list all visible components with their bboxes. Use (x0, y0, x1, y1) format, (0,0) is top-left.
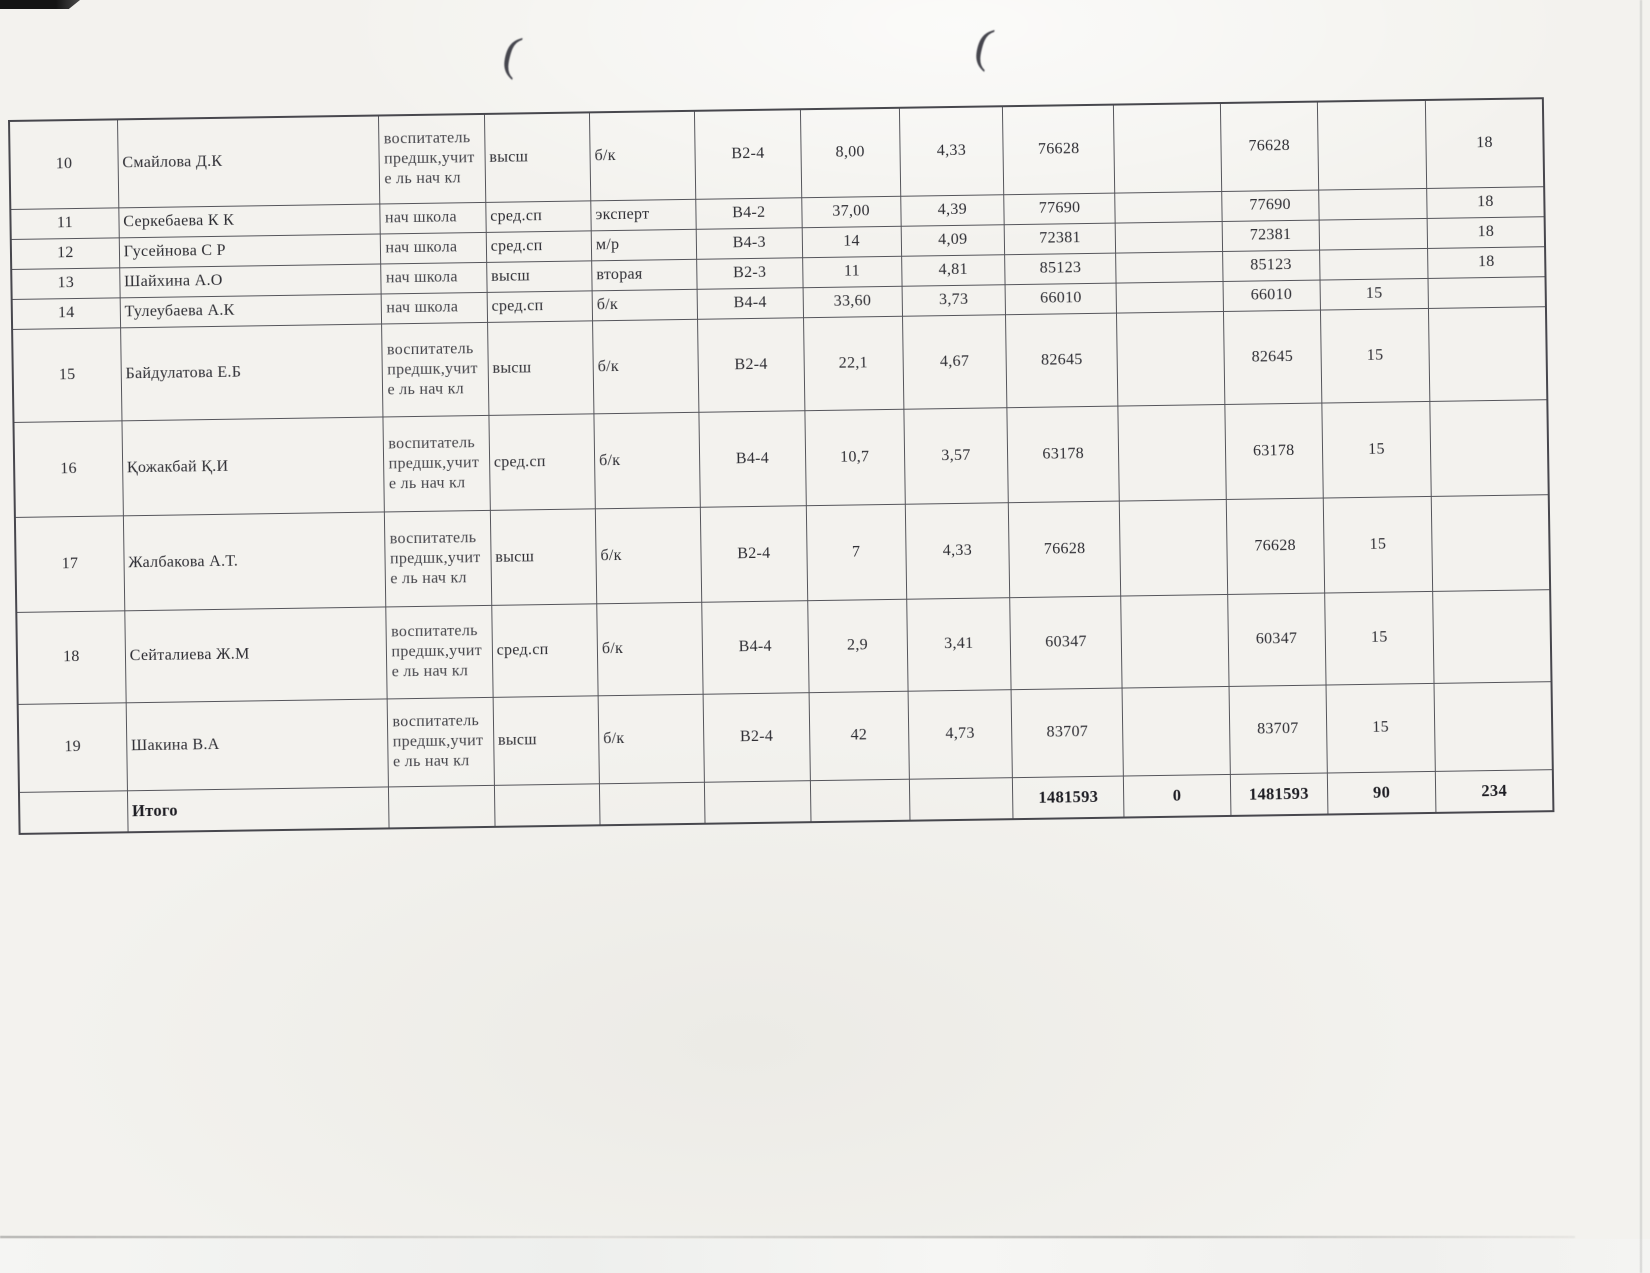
cell-salary_total: 82645 (1223, 310, 1322, 404)
cell-salary_total: 83707 (1229, 685, 1328, 774)
cell-num: 15 (12, 327, 122, 422)
cell-education (494, 783, 600, 827)
cell-education: высш (490, 508, 597, 605)
total-extra: 0 (1124, 774, 1231, 818)
cell-name: Смайлова Д.К (117, 115, 380, 207)
cell-hours_b (1434, 681, 1553, 771)
staff-salary-table (8, 97, 1554, 835)
cell-hours_b: 18 (1427, 186, 1545, 218)
cell-code: В2-4 (701, 505, 808, 602)
cell-name: Шайхина А.О (119, 263, 381, 297)
cell-category: м/р (591, 229, 697, 261)
cell-hours_a (1319, 188, 1428, 220)
cell-experience: 42 (809, 691, 910, 780)
cell-extra (1115, 221, 1222, 253)
cell-education: высш (493, 695, 600, 785)
cell-category: б/к (592, 289, 698, 321)
cell-coefficient (909, 777, 1013, 821)
cell-code: В4-3 (696, 227, 802, 259)
cell-code: В4-4 (702, 600, 809, 694)
cell-num: 17 (15, 515, 125, 612)
cell-code: В4-4 (697, 287, 803, 319)
cell-salary_total: 76628 (1220, 102, 1319, 191)
cell-num: 18 (16, 610, 126, 704)
cell-name: Қожакбай Қ.И (122, 416, 385, 515)
cell-salary_total: 60347 (1227, 593, 1326, 686)
cell-salary_total: 76628 (1226, 498, 1325, 594)
cell-coefficient: 4,33 (905, 502, 1010, 599)
pen-mark-left: ( (497, 25, 527, 82)
cell-position: нач школа (382, 292, 488, 324)
cell-category (599, 782, 705, 826)
cell-name: Жалбакова А.Т. (123, 511, 386, 610)
cell-code: В2-4 (703, 692, 810, 782)
cell-coefficient: 4,33 (899, 106, 1004, 196)
cell-salary: 77690 (1004, 193, 1116, 225)
cell-position: воспитатель предшк,учите ль нач кл (388, 697, 495, 787)
cell-extra (1122, 686, 1230, 776)
cell-position: воспитатель предшк,учите ль нач кл (382, 322, 489, 417)
cell-hours_b (1429, 306, 1548, 401)
cell-hours_b: 18 (1427, 216, 1545, 248)
cell-experience: 10,7 (804, 409, 905, 505)
cell-extra (1118, 404, 1226, 501)
cell-salary_total: 63178 (1224, 403, 1323, 499)
cell-hours_a: 15 (1320, 308, 1430, 403)
cell-hours_a (1319, 248, 1428, 280)
cell-extra (1116, 251, 1223, 283)
cell-category: б/к (589, 111, 696, 201)
cell-position: воспитатель предшк,учите ль нач кл (379, 114, 486, 204)
cell-hours_a (1319, 218, 1428, 250)
cell-experience: 8,00 (800, 108, 901, 197)
cell-salary: 76628 (1008, 501, 1121, 598)
cell-salary: 66010 (1005, 283, 1117, 315)
table-sheet (8, 97, 1554, 835)
cell-education: сред.сп (485, 200, 591, 232)
pen-mark-right: ( (969, 17, 999, 74)
cell-num: 11 (10, 207, 119, 239)
cell-category: б/к (598, 694, 705, 784)
cell-position: воспитатель предшк,учите ль нач кл (383, 415, 490, 512)
cell-salary: 76628 (1002, 105, 1115, 195)
cell-salary_total: 77690 (1221, 190, 1319, 221)
total-label: Итого (127, 786, 389, 832)
cell-num: 19 (18, 702, 128, 792)
cell-salary_total: 72381 (1222, 220, 1320, 251)
cell-extra (1115, 191, 1222, 223)
cell-category: вторая (592, 259, 698, 291)
cell-education: высш (486, 260, 592, 292)
cell-hours_b (1431, 494, 1550, 591)
total-salary-repeat: 1481593 (1230, 773, 1328, 816)
cell-hours_b (1433, 589, 1552, 683)
cell-salary_total: 85123 (1222, 250, 1320, 281)
scan-right-edge (1640, 0, 1642, 1273)
cell-hours_b (1430, 399, 1549, 496)
cell-extra (1120, 499, 1228, 596)
cell-category: эксперт (591, 199, 697, 231)
cell-code: В2-4 (695, 109, 802, 199)
cell-code: В2-3 (697, 257, 803, 289)
cell-education: высш (487, 320, 594, 415)
cell-coefficient: 3,57 (904, 407, 1009, 504)
table-rows-section (9, 98, 1553, 792)
cell-num (19, 790, 128, 834)
cell-coefficient: 4,67 (902, 314, 1007, 409)
cell-name: Шакина В.А (126, 698, 389, 790)
cell-extra (1114, 103, 1222, 193)
cell-coefficient: 3,73 (902, 284, 1006, 316)
cell-hours_a: 15 (1322, 401, 1432, 498)
cell-experience: 22,1 (803, 316, 904, 410)
cell-hours_a (1317, 100, 1427, 190)
cell-name: Байдулатова Е.Б (120, 323, 383, 420)
cell-position: воспитатель предшк,учите ль нач кл (386, 605, 493, 699)
cell-name: Гусейнова С Р (119, 233, 381, 267)
cell-coefficient: 4,73 (908, 689, 1013, 779)
cell-experience: 2,9 (807, 599, 908, 692)
cell-code: В4-2 (696, 197, 802, 229)
cell-position: воспитатель предшк,учите ль нач кл (385, 510, 492, 607)
cell-hours_b (1428, 276, 1546, 308)
cell-name: Тулеубаева А.К (120, 293, 382, 327)
cell-experience: 33,60 (803, 286, 903, 317)
cell-code: В4-4 (699, 410, 806, 507)
cell-coefficient: 3,41 (906, 597, 1011, 691)
cell-position: нач школа (381, 232, 487, 264)
cell-extra (1117, 311, 1225, 406)
cell-education: сред.сп (489, 413, 596, 510)
total-salary: 1481593 (1012, 776, 1124, 820)
cell-category: б/к (594, 412, 701, 509)
cell-hours_b: 18 (1428, 246, 1546, 278)
cell-salary_total: 66010 (1223, 280, 1321, 311)
cell-education: сред.сп (486, 230, 592, 262)
cell-position: нач школа (380, 202, 486, 234)
cell-name: Серкебаева К К (119, 203, 381, 237)
cell-salary: 82645 (1006, 313, 1119, 408)
cell-education: сред.сп (487, 290, 593, 322)
cell-extra (1116, 281, 1223, 313)
cell-experience: 7 (806, 504, 907, 600)
cell-category: б/к (597, 602, 704, 696)
cell-salary: 83707 (1011, 688, 1124, 778)
cell-experience: 11 (802, 256, 902, 287)
cell-position: нач школа (381, 262, 487, 294)
scan-bottom-band (0, 1239, 1650, 1273)
total-hours-a: 90 (1327, 771, 1436, 815)
scan-corner-mark (0, 0, 80, 9)
scan-bottom-edge (0, 1236, 1575, 1238)
cell-num: 10 (9, 119, 119, 209)
cell-hours_a: 15 (1326, 683, 1436, 773)
cell-salary: 85123 (1005, 253, 1117, 285)
cell-coefficient: 4,39 (900, 194, 1004, 226)
cell-num: 12 (11, 237, 120, 269)
cell-experience: 14 (802, 226, 902, 257)
cell-name: Сейталиева Ж.М (125, 606, 388, 702)
cell-num: 16 (13, 420, 123, 517)
cell-num: 14 (12, 297, 121, 329)
cell-num: 13 (11, 267, 120, 299)
total-hours-b: 234 (1435, 769, 1553, 813)
cell-hours_a: 15 (1323, 496, 1433, 593)
cell-position (389, 785, 495, 829)
cell-education: сред.сп (491, 603, 598, 697)
cell-salary: 72381 (1004, 223, 1116, 255)
cell-code: В2-4 (698, 317, 805, 412)
cell-salary: 60347 (1010, 596, 1123, 690)
cell-salary: 63178 (1007, 406, 1120, 503)
cell-coefficient: 4,09 (901, 224, 1005, 256)
cell-category: б/к (593, 319, 700, 414)
cell-category: б/к (595, 507, 702, 604)
cell-experience (810, 779, 910, 822)
cell-hours_a: 15 (1320, 278, 1429, 310)
cell-hours_b: 18 (1425, 98, 1544, 188)
cell-code (705, 780, 811, 824)
cell-coefficient: 4,81 (901, 254, 1005, 286)
cell-extra (1121, 594, 1229, 688)
cell-education: высш (484, 112, 591, 202)
cell-experience: 37,00 (801, 196, 901, 227)
cell-hours_a: 15 (1324, 591, 1434, 685)
